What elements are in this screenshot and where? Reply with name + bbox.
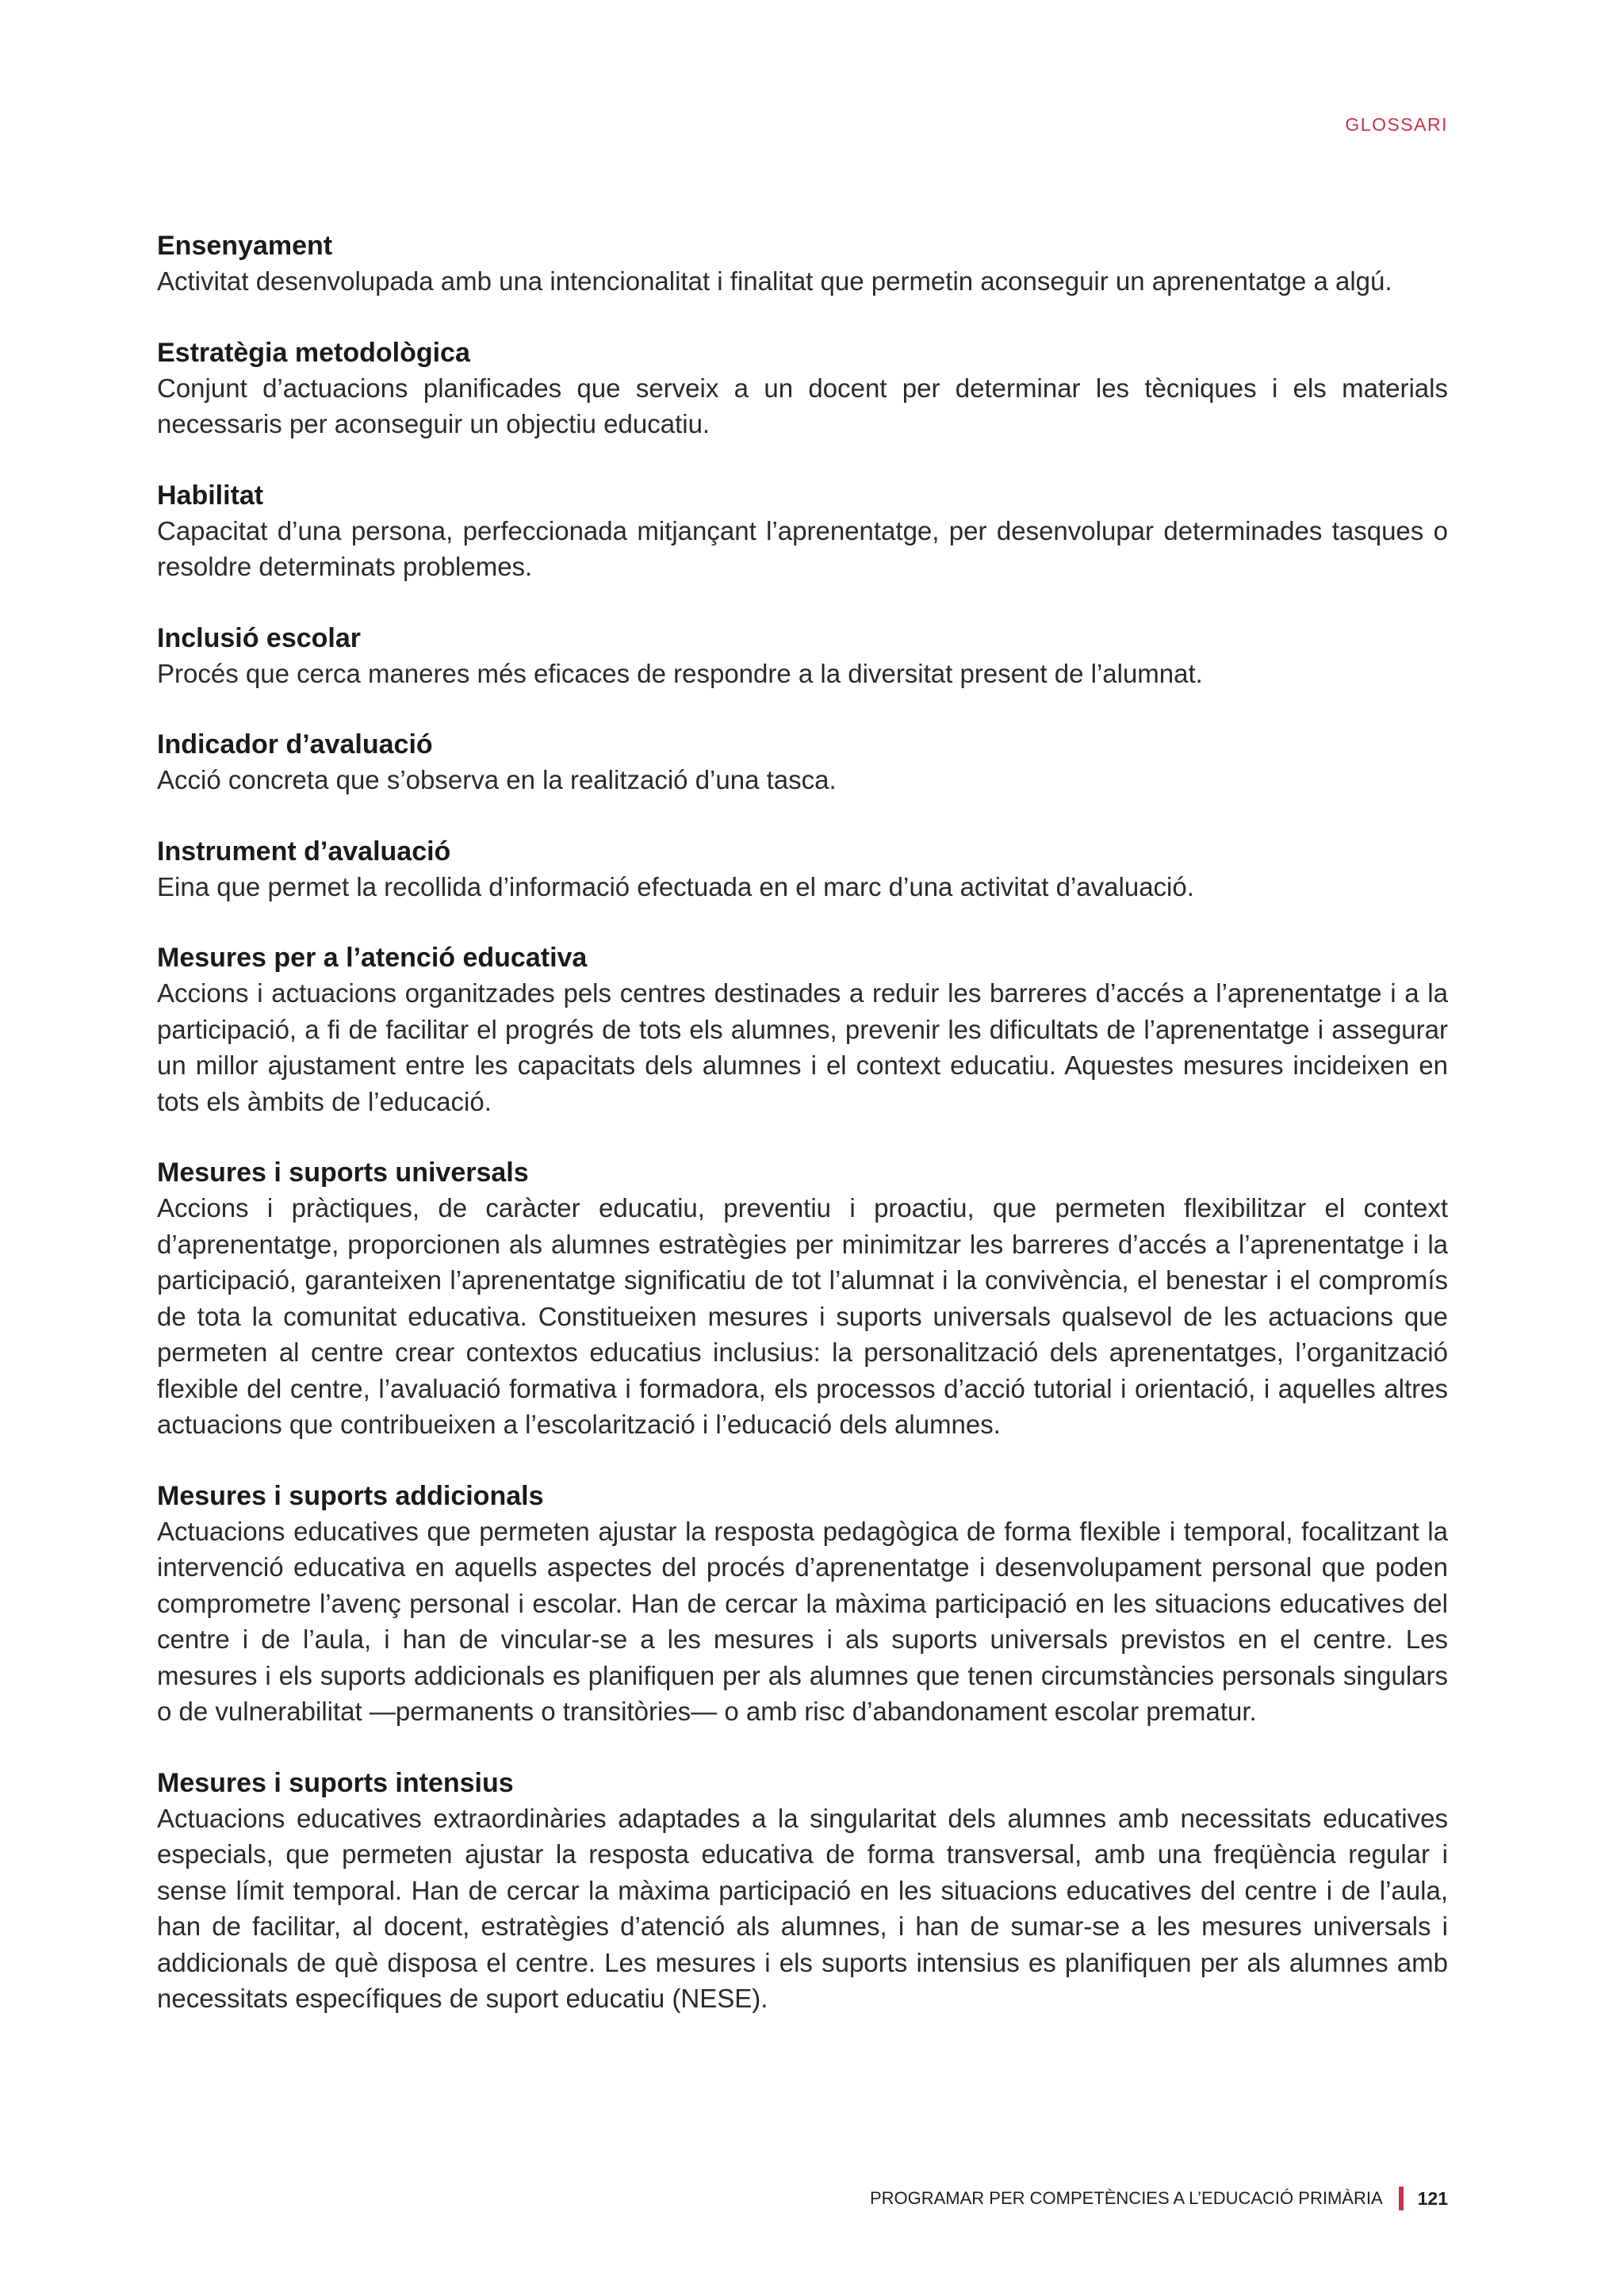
glossary-entry-instrument-avaluacio xyxy=(157,834,1448,905)
glossary-term: Estratègia metodològica xyxy=(157,337,470,368)
glossary-entry-habilitat xyxy=(157,478,1448,585)
glossary-term: Ensenyament xyxy=(157,231,333,261)
glossary-definition: Accions i pràctiques, de caràcter educatiu, preventiu i proactiu, que permeten flexibilitzar el context d’aprenentatge, proporcionen als alumnes estratègies per minimitzar les barreres d’accés a l’aprenentatge i la participació, garanteixen l’aprenentatge significatiu de tot l’alumnat i la convivència, el benestar i el compromís de tota la comunitat educativa. Constitueixen mesures i suports universals qualsevol de les actuacions que permeten al centre crear contextos educatius inclusius: la personalització dels aprenentatges, l’organització flexible del centre, l’avaluació formativa i formadora, els processos d’acció tutorial i orientació, i aquelles altres actuacions que contribueixen a l’escolarització i l’educació dels alumnes. xyxy=(157,1193,1448,1439)
glossary-entry-ensenyament xyxy=(157,228,1448,300)
glossary-definition: Eina que permet la recollida d’informació efectuada en el marc d’una activitat d’avaluació. xyxy=(157,871,1194,901)
running-head: GLOSSARI xyxy=(1345,114,1448,135)
glossary-definition: Capacitat d’una persona, perfeccionada mitjançant l’aprenentatge, per desenvolupar determinades tasques o resoldre determinats problemes. xyxy=(157,515,1448,581)
page-footer xyxy=(870,2187,1448,2210)
glossary-term: Habilitat xyxy=(157,480,264,511)
glossary-term: Inclusió escolar xyxy=(157,622,361,653)
glossary-term: Mesures i suports intensius xyxy=(157,1767,514,1798)
page-number: 121 xyxy=(1417,2187,1448,2209)
glossary-definition: Actuacions educatives que permeten ajustar la resposta pedagògica de forma flexible i temporal, focalitzant la intervenció educativa en aquells aspectes del procés d’aprenentatge i desenvolupament personal que poden comprometre l’avenç personal i escolar. Han de cercar la màxima participació en les situacions educatives del centre i de l’aula, i han de vincular-se a les mesures i als suports universals previstos en el centre. Les mesures i els suports addicionals es planifiquen per als alumnes que tenen circumstàncies personals singulars o de vulnerabilitat —permanents o transitòries— o amb risc d’abandonament escolar prematur. xyxy=(157,1516,1448,1726)
glossary-entry-indicador-avaluacio xyxy=(157,727,1448,798)
glossary-definition: Procés que cerca maneres més eficaces de respondre a la diversitat present de l’alumnat. xyxy=(157,658,1203,688)
footer-separator xyxy=(1399,2187,1404,2210)
glossary-entry-mesures-suports-universals xyxy=(157,1155,1448,1443)
glossary-term: Mesures per a l’atenció educativa xyxy=(157,943,588,973)
glossary-term: Indicador d’avaluació xyxy=(157,729,433,760)
glossary-definition: Actuacions educatives extraordinàries adaptades a la singularitat dels alumnes amb necessitats educatives especials, que permeten ajustar la resposta educativa de forma transversal, amb una freqüència regular i sense límit temporal. Han de cercar la màxima participació en les situacions educatives del centre i de l’aula, han de facilitar, al docent, estratègies d’atenció als alumnes, i han de sumar-se a les mesures universals i addicionals de què disposa el centre. Les mesures i els suports intensius es planifiquen per als alumnes amb necessitats específiques de suport educatiu (NESE). xyxy=(157,1803,1448,2013)
glossary-definition: Activitat desenvolupada amb una intencionalitat i finalitat que permetin aconseguir un aprenentatge a algú. xyxy=(157,266,1392,296)
glossary-entry-mesures-suports-addicionals xyxy=(157,1479,1448,1730)
glossary-list xyxy=(157,228,1448,2053)
glossary-term: Instrument d’avaluació xyxy=(157,836,451,867)
book-title: PROGRAMAR PER COMPETÈNCIES A L’EDUCACIÓ PRIMÀRIA xyxy=(869,2188,1383,2208)
glossary-term: Mesures i suports universals xyxy=(157,1158,529,1188)
glossary-definition: Accions i actuacions organitzades pels centres destinades a reduir les barreres d’accés a l’aprenentatge i a la participació, a fi de facilitar el progrés de tots els alumnes, prevenir les dificultats de l’aprenentatge i assegurar un millor ajustament entre les capacitats dels alumnes i el context educatiu. Aquestes mesures incideixen en tots els àmbits de l’educació. xyxy=(157,978,1448,1116)
glossary-definition: Acció concreta que s’observa en la realització d’una tasca. xyxy=(157,765,837,794)
glossary-entry-estrategia-metodologica xyxy=(157,335,1448,442)
glossary-definition: Conjunt d’actuacions planificades que serveix a un docent per determinar les tècniques i els materials necessaris per aconseguir un objectiu educatiu. xyxy=(157,373,1448,438)
glossary-term: Mesures i suports addicionals xyxy=(157,1480,544,1511)
glossary-entry-inclusio-escolar xyxy=(157,621,1448,692)
glossary-entry-mesures-suports-intensius xyxy=(157,1766,1448,2017)
glossary-entry-mesures-atencio-educativa xyxy=(157,940,1448,1119)
